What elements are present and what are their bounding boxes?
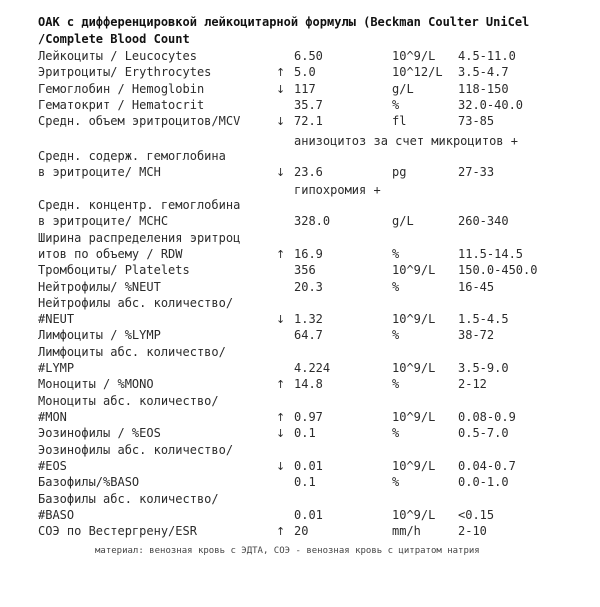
test-name: Эозинофилы / %EOS <box>38 426 161 440</box>
test-name: Гематокрит / Hematocrit <box>38 98 205 112</box>
flag-icon: ↓ <box>276 313 286 326</box>
table-row <box>0 113 600 130</box>
test-name: Эозинофилы абс. количество/ <box>38 443 234 457</box>
unit: 10^9/L <box>392 459 436 473</box>
result-value: 5.0 <box>294 65 316 79</box>
result-value: 0.1 <box>294 426 316 440</box>
test-name: Моноциты абс. количество/ <box>38 394 219 408</box>
reference-range: 0.0-1.0 <box>458 475 509 489</box>
result-value: 0.97 <box>294 410 323 424</box>
reference-range: 38-72 <box>458 328 495 342</box>
table-row <box>0 344 600 361</box>
unit: mm/h <box>392 524 421 538</box>
unit: 10^9/L <box>392 49 436 63</box>
table-row <box>0 458 600 475</box>
result-value: 14.8 <box>294 377 323 391</box>
result-value: 35.7 <box>294 98 323 112</box>
flag-icon: ↑ <box>276 525 286 538</box>
unit: % <box>392 98 400 112</box>
table-row <box>0 425 600 442</box>
unit: % <box>392 475 400 489</box>
test-name: Средн. содерж. гемоглобина <box>38 149 226 163</box>
unit: 10^9/L <box>392 508 436 522</box>
reference-range: 3.5-4.7 <box>458 65 509 79</box>
reference-range: 4.5-11.0 <box>458 49 516 63</box>
unit: g/L <box>392 82 414 96</box>
table-row <box>0 279 600 296</box>
table-row <box>0 491 600 508</box>
test-name: Лимфоциты абс. количество/ <box>38 345 226 359</box>
footer-note: материал: венозная кровь с ЭДТА, СОЭ - венозная кровь с цитратом натрия <box>95 546 480 556</box>
test-name: в эритроците/ MCHC <box>38 214 169 228</box>
table-row <box>0 507 600 524</box>
flag-icon: ↑ <box>276 411 286 424</box>
result-value: 20 <box>294 524 309 538</box>
reference-range: 0.04-0.7 <box>458 459 516 473</box>
reference-range: 0.5-7.0 <box>458 426 509 440</box>
result-value: 117 <box>294 82 316 96</box>
unit: % <box>392 328 400 342</box>
unit: % <box>392 280 400 294</box>
table-row <box>0 376 600 393</box>
flag-icon: ↑ <box>276 378 286 391</box>
result-value: 4.224 <box>294 361 331 375</box>
result-value: 1.32 <box>294 312 323 326</box>
result-value: 16.9 <box>294 247 323 261</box>
table-row <box>0 64 600 81</box>
result-value: 64.7 <box>294 328 323 342</box>
reference-range: 1.5-4.5 <box>458 312 509 326</box>
reference-range: 3.5-9.0 <box>458 361 509 375</box>
unit: % <box>392 426 400 440</box>
table-row <box>0 523 600 540</box>
table-row <box>0 148 600 165</box>
table-row <box>0 393 600 410</box>
unit: 10^9/L <box>392 263 436 277</box>
result-value: 328.0 <box>294 214 331 228</box>
table-row <box>0 213 600 230</box>
reference-range: 16-45 <box>458 280 495 294</box>
reference-range: 32.0-40.0 <box>458 98 524 112</box>
unit: 10^12/L <box>392 65 443 79</box>
result-value: 0.01 <box>294 459 323 473</box>
table-row <box>0 262 600 279</box>
test-name: #MON <box>38 410 67 424</box>
table-row <box>0 360 600 377</box>
flag-icon: ↓ <box>276 115 286 128</box>
unit: 10^9/L <box>392 361 436 375</box>
test-name: Нейтрофилы/ %NEUT <box>38 280 161 294</box>
reference-range: 150.0-450.0 <box>458 263 538 277</box>
result-value: 23.6 <box>294 165 323 179</box>
test-name: #LYMP <box>38 361 75 375</box>
table-row <box>0 295 600 312</box>
test-name: итов по объему / RDW <box>38 247 183 261</box>
test-name: Лейкоциты / Leucocytes <box>38 49 197 63</box>
test-name: Средн. объем эритроцитов/MCV <box>38 114 241 128</box>
reference-range: 0.08-0.9 <box>458 410 516 424</box>
unit: % <box>392 377 400 391</box>
report-title-line2: /Complete Blood Count <box>38 32 190 46</box>
unit: 10^9/L <box>392 312 436 326</box>
unit: 10^9/L <box>392 410 436 424</box>
table-row <box>0 81 600 98</box>
result-value: 0.01 <box>294 508 323 522</box>
reference-range: 27-33 <box>458 165 495 179</box>
report-title-line1: ОАК с дифференцировкой лейкоцитарной формулы (Beckman Coulter UniCel <box>38 15 530 29</box>
reference-range: 73-85 <box>458 114 495 128</box>
reference-range: 2-12 <box>458 377 487 391</box>
unit: % <box>392 247 400 261</box>
flag-icon: ↓ <box>276 166 286 179</box>
test-name: Лимфоциты / %LYMP <box>38 328 161 342</box>
unit: g/L <box>392 214 414 228</box>
test-name: Ширина распределения эритроц <box>38 231 241 245</box>
test-name: #EOS <box>38 459 67 473</box>
test-name: Тромбоциты/ Platelets <box>38 263 190 277</box>
test-name: #NEUT <box>38 312 75 326</box>
result-value: 0.1 <box>294 475 316 489</box>
result-value: 356 <box>294 263 316 277</box>
test-name: Моноциты / %MONO <box>38 377 154 391</box>
table-row <box>0 311 600 328</box>
flag-icon: ↓ <box>276 427 286 440</box>
reference-range: 11.5-14.5 <box>458 247 524 261</box>
result-value: 72.1 <box>294 114 323 128</box>
flag-icon: ↓ <box>276 83 286 96</box>
mcv-note: анизоцитоз за счет микроцитов + <box>294 134 518 148</box>
table-row <box>0 97 600 114</box>
test-name: Гемоглобин / Hemoglobin <box>38 82 205 96</box>
reference-range: 260-340 <box>458 214 509 228</box>
reference-range: <0.15 <box>458 508 495 522</box>
mch-note: гипохромия + <box>294 183 381 197</box>
unit: fl <box>392 114 407 128</box>
test-name: Базофилы/%BASO <box>38 475 140 489</box>
test-name: Базофилы абс. количество/ <box>38 492 219 506</box>
test-name: СОЭ по Вестергрену/ESR <box>38 524 197 538</box>
table-row <box>0 474 600 491</box>
test-name: Эритроциты/ Erythrocytes <box>38 65 212 79</box>
reference-range: 118-150 <box>458 82 509 96</box>
result-value: 20.3 <box>294 280 323 294</box>
table-row <box>0 230 600 247</box>
flag-icon: ↑ <box>276 66 286 79</box>
test-name: #BASO <box>38 508 75 522</box>
reference-range: 2-10 <box>458 524 487 538</box>
table-row <box>0 442 600 459</box>
table-row <box>0 327 600 344</box>
result-value: 6.50 <box>294 49 323 63</box>
flag-icon: ↑ <box>276 248 286 261</box>
table-row <box>0 409 600 426</box>
test-name: Нейтрофилы абс. количество/ <box>38 296 234 310</box>
table-row <box>0 48 600 65</box>
test-name: Средн. концентр. гемоглобина <box>38 198 241 212</box>
table-row <box>0 197 600 214</box>
table-row <box>0 246 600 263</box>
report-title <box>38 14 529 48</box>
test-name: в эритроците/ MCH <box>38 165 161 179</box>
table-row <box>0 164 600 181</box>
flag-icon: ↓ <box>276 460 286 473</box>
unit: pg <box>392 165 407 179</box>
